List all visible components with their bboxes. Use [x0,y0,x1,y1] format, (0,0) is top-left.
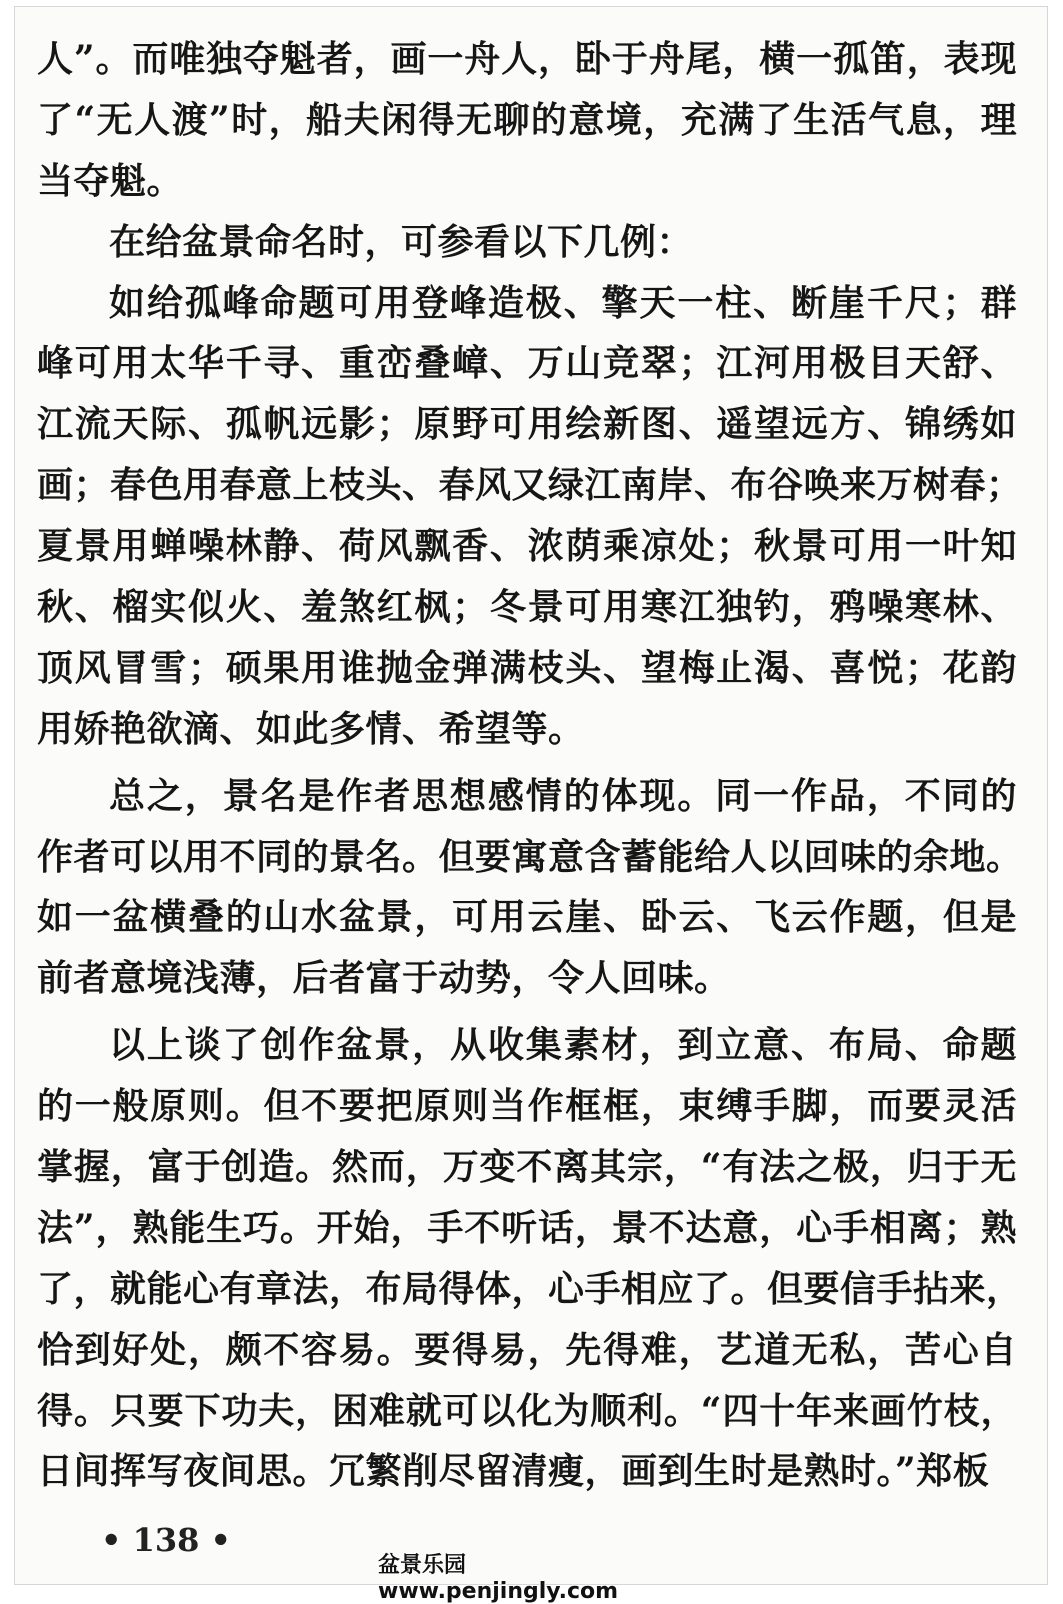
text-line: 在给盆景命名时，可参看以下几例： [109,220,694,263]
paragraph [37,766,1023,1010]
text-line: 日间挥写夜间思。冗繁削尽留清瘦，画到生时是熟时。”郑板 [37,1450,990,1493]
text-line: 法”，熟能生巧。开始，手不听话，景不达意，心手相离；熟 [37,1206,1017,1249]
text-line: 以上谈了创作盆景，从收集素材，到立意、布局、命题 [109,1024,1017,1067]
text-line: 前者意境浅薄，后者富于动势，令人回味。 [37,957,731,1000]
paragraph [37,1015,1023,1502]
text-line: 当夺魁。 [37,159,184,202]
text-line: 恰到好处，颇不容易。要得易，先得难，艺道无私，苦心自 [37,1328,1017,1371]
text-line: 峰可用太华千寻、重峦叠嶂、万山竞翠；江河用极目天舒、 [37,342,1017,385]
text-line: 如给孤峰命题可用登峰造极、擎天一柱、断崖千尺；群 [109,281,1017,324]
paragraph [37,212,1017,273]
text-line: 秋、榴实似火、羞煞红枫；冬景可用寒江独钓，鸦噪寒林、 [37,586,1017,629]
book-page [14,6,1048,1604]
text-line: 得。只要下功夫，困难就可以化为顺利。“四十年来画竹枝， [37,1389,1017,1432]
body-text [37,29,1023,1502]
text-line: 的一般原则。但不要把原则当作框框，束缚手脚，而要灵活 [37,1085,1017,1128]
text-line: 如一盆横叠的山水盆景，可用云崖、卧云、飞云作题，但是 [37,896,1017,939]
paragraph [37,273,1023,760]
text-line: 夏景用蝉噪林静、荷风飘香、浓荫乘凉处；秋景可用一叶知 [37,525,1017,568]
page-number: • 138 • [101,1521,231,1559]
site-watermark: 盆景乐园www.penjingly.com [378,1553,619,1604]
text-line: 总之，景名是作者思想感情的体现。同一作品，不同的 [109,774,1017,817]
text-line: 江流天际、孤帆远影；原野可用绘新图、遥望远方、锦绣如 [37,403,1017,446]
text-line: 顶风冒雪；硕果用谁抛金弹满枝头、望梅止渴、喜悦；花韵 [37,646,1017,689]
text-line: 作者可以用不同的景名。但要寓意含蓄能给人以回味的余地。 [37,835,1023,878]
paragraph [37,29,1017,212]
text-line: 画；春色用春意上枝头、春风又绿江南岸、布谷唤来万树春； [37,464,1023,507]
text-line: 掌握，富于创造。然而，万变不离其宗，“有法之极，归于无 [37,1146,1017,1189]
text-line: 用娇艳欲滴、如此多情、希望等。 [37,707,585,750]
text-line: 了，就能心有章法，布局得体，心手相应了。但要信手拈来， [37,1267,1023,1310]
text-line: 人”。而唯独夺魁者，画一舟人，卧于舟尾，横一孤笛，表现 [37,38,1017,80]
text-line: 了“无人渡”时，船夫闲得无聊的意境，充满了生活气息，理 [37,98,1017,141]
